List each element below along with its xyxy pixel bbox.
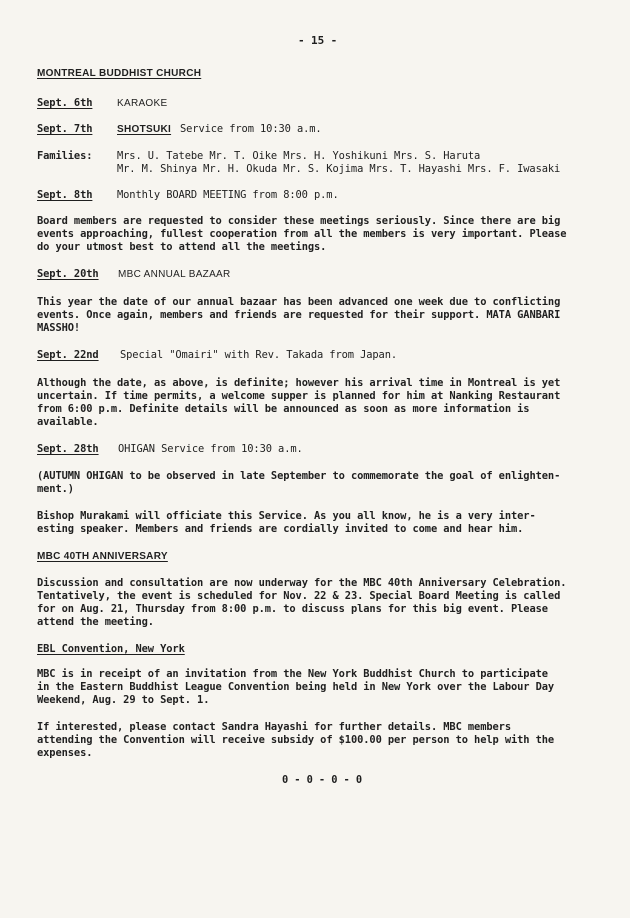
para-bishop-line-1: Bishop Murakami will officiate this Service. As you all know, he is a very inter- bbox=[37, 510, 536, 522]
date-sept-6: Sept. 6th bbox=[37, 97, 93, 109]
para-bishop-line-2: esting speaker. Members and friends are cordially invited to come and hear him. bbox=[37, 523, 524, 535]
date-sept-22: Sept. 22nd bbox=[37, 349, 99, 361]
para-bazaar-line-2: events. Once again, members and friends are requested for their support. MATA GANBARI bbox=[37, 309, 561, 321]
para-ohigan-line-1: (AUTUMN OHIGAN to be observed in late September to commemorate the goal of enlighten- bbox=[37, 470, 561, 482]
section-heading-ebl-convention: EBL Convention, New York bbox=[37, 643, 185, 655]
event-shotsuki-text: Service from 10:30 a.m. bbox=[180, 123, 322, 135]
event-omairi: Special "Omairi" with Rev. Takada from Japan. bbox=[120, 349, 398, 361]
para-omairi-line-4: available. bbox=[37, 416, 99, 428]
footer-separator: 0 - 0 - 0 - 0 bbox=[282, 774, 363, 786]
families-label: Families: bbox=[37, 150, 93, 162]
para-board-line-3: do your utmost best to attend all the meetings. bbox=[37, 241, 327, 253]
para-contact-line-1: If interested, please contact Sandra Hayashi for further details. MBC members bbox=[37, 721, 511, 733]
para-anniversary-line-1: Discussion and consultation are now underway for the MBC 40th Anniversary Celebration. bbox=[37, 577, 567, 589]
para-anniversary-line-3: for on Aug. 21, Thursday from 8:00 p.m. to discuss plans for this big event. Please bbox=[37, 603, 548, 615]
date-sept-28: Sept. 28th bbox=[37, 443, 99, 455]
para-ebl-line-3: Weekend, Aug. 29 to Sept. 1. bbox=[37, 694, 210, 706]
date-sept-8: Sept. 8th bbox=[37, 189, 93, 201]
para-ebl-line-1: MBC is in receipt of an invitation from the New York Buddhist Church to participate bbox=[37, 668, 548, 680]
event-ohigan: OHIGAN Service from 10:30 a.m. bbox=[118, 443, 303, 455]
para-omairi-line-2: uncertain. If time permits, a welcome supper is planned for him at Nanking Restaurant bbox=[37, 390, 561, 402]
section-heading-mbc-40th: MBC 40TH ANNIVERSARY bbox=[37, 551, 168, 562]
para-bazaar-line-3: MASSHO! bbox=[37, 322, 81, 334]
families-line-2: Mr. M. Shinya Mr. H. Okuda Mr. S. Kojima Mrs. T. Hayashi Mrs. F. Iwasaki bbox=[117, 163, 561, 175]
event-annual-bazaar: MBC ANNUAL BAZAAR bbox=[118, 269, 231, 280]
para-bazaar-line-1: This year the date of our annual bazaar has been advanced one week due to conflicting bbox=[37, 296, 561, 308]
families-line-1: Mrs. U. Tatebe Mr. T. Oike Mrs. H. Yoshikuni Mrs. S. Haruta bbox=[117, 150, 481, 162]
para-board-line-2: events approaching, fullest cooperation from all the members is very important. Please bbox=[37, 228, 567, 240]
page-number: - 15 - bbox=[298, 34, 338, 47]
para-contact-line-2: attending the Convention will receive subsidy of $100.00 per person to help with the bbox=[37, 734, 555, 746]
date-sept-20: Sept. 20th bbox=[37, 268, 99, 280]
para-omairi-line-1: Although the date, as above, is definite; however his arrival time in Montreal is yet bbox=[37, 377, 561, 389]
event-karaoke: KARAOKE bbox=[117, 98, 168, 109]
para-anniversary-line-4: attend the meeting. bbox=[37, 616, 154, 628]
event-board-meeting: Monthly BOARD MEETING from 8:00 p.m. bbox=[117, 189, 339, 201]
date-sept-7: Sept. 7th bbox=[37, 123, 93, 135]
event-shotsuki-title: SHOTSUKI bbox=[117, 124, 172, 135]
para-contact-line-3: expenses. bbox=[37, 747, 93, 759]
para-ohigan-line-2: ment.) bbox=[37, 483, 74, 495]
para-board-line-1: Board members are requested to consider these meetings seriously. Since there are big bbox=[37, 215, 561, 227]
para-anniversary-line-2: Tentatively, the event is scheduled for Nov. 22 & 23. Special Board Meeting is called bbox=[37, 590, 561, 602]
para-ebl-line-2: in the Eastern Buddhist League Convention being held in New York over the Labour Day bbox=[37, 681, 555, 693]
section-heading-montreal-buddhist-church: MONTREAL BUDDHIST CHURCH bbox=[37, 68, 202, 79]
para-omairi-line-3: from 6:00 p.m. Definite details will be announced as soon as more information is bbox=[37, 403, 530, 415]
